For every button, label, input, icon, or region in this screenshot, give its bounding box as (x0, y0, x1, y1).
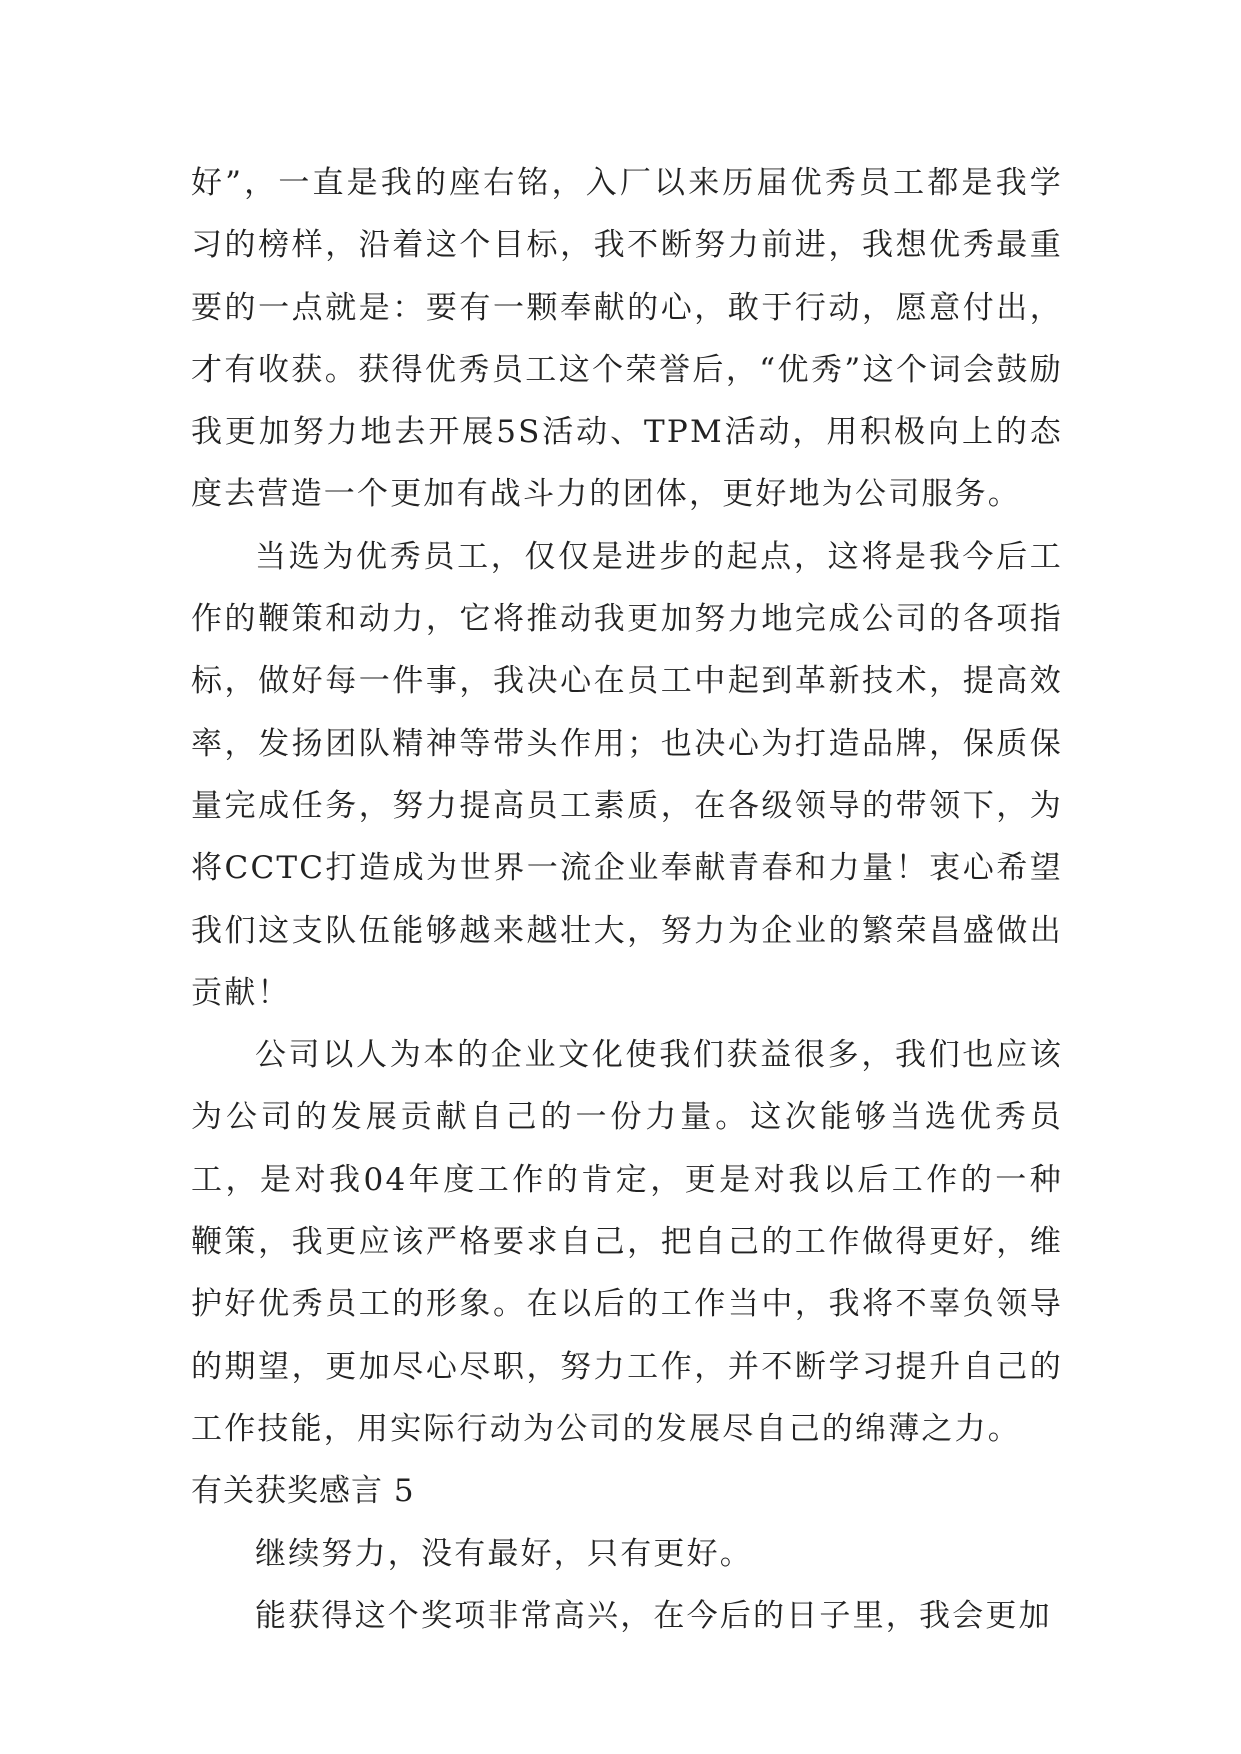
section-paragraph-2: 能获得这个奖项非常高兴，在今后的日子里，我会更加 (255, 1597, 1052, 1634)
paragraph-3: 公司以人为本的企业文化使我们获益很多，我们也应该为公司的发展贡献自己的一份力量。这次能够当选优秀员工，是对我04年度工作的肯定，更是对我以后工作的一种鞭策，我更应该严格要求自己，把自己的工作做得更好，维护好优秀员工的形象。在以后的工作当中，我将不辜负领导的期望，更加尽心尽职，努力工作，并不断学习提升自己的工作技能，用实际行动为公司的发展尽自己的绵薄之力。 (191, 1037, 1063, 1447)
document-body (191, 152, 1063, 1647)
paragraph-2: 当选为优秀员工，仅仅是进步的起点，这将是我今后工作的鞭策和动力，它将推动我更加努力地完成公司的各项指标，做好每一件事，我决心在员工中起到革新技术，提高效率，发扬团队精神等带头作用；也决心为打造品牌，保质保量完成任务，努力提高员工素质，在各级领导的带领下，为将CCTC打造成为世界一流企业奉献青春和力量！衷心希望我们这支队伍能够越来越壮大，努力为企业的繁荣昌盛做出贡献！ (191, 538, 1063, 1011)
paragraph-1: 好”，一直是我的座右铭，入厂以来历届优秀员工都是我学习的榜样，沿着这个目标，我不断努力前进，我想优秀最重要的一点就是：要有一颗奉献的心，敢于行动，愿意付出，才有收获。获得优秀员工这个荣誉后，“优秀”这个词会鼓励我更加努力地去开展5S活动、TPM活动，用积极向上的态度去营造一个更加有战斗力的团体，更好地为公司服务。 (191, 165, 1063, 513)
section-heading: 有关获奖感言 5 (191, 1473, 415, 1510)
section-paragraph-1: 继续努力，没有最好，只有更好。 (255, 1535, 753, 1572)
